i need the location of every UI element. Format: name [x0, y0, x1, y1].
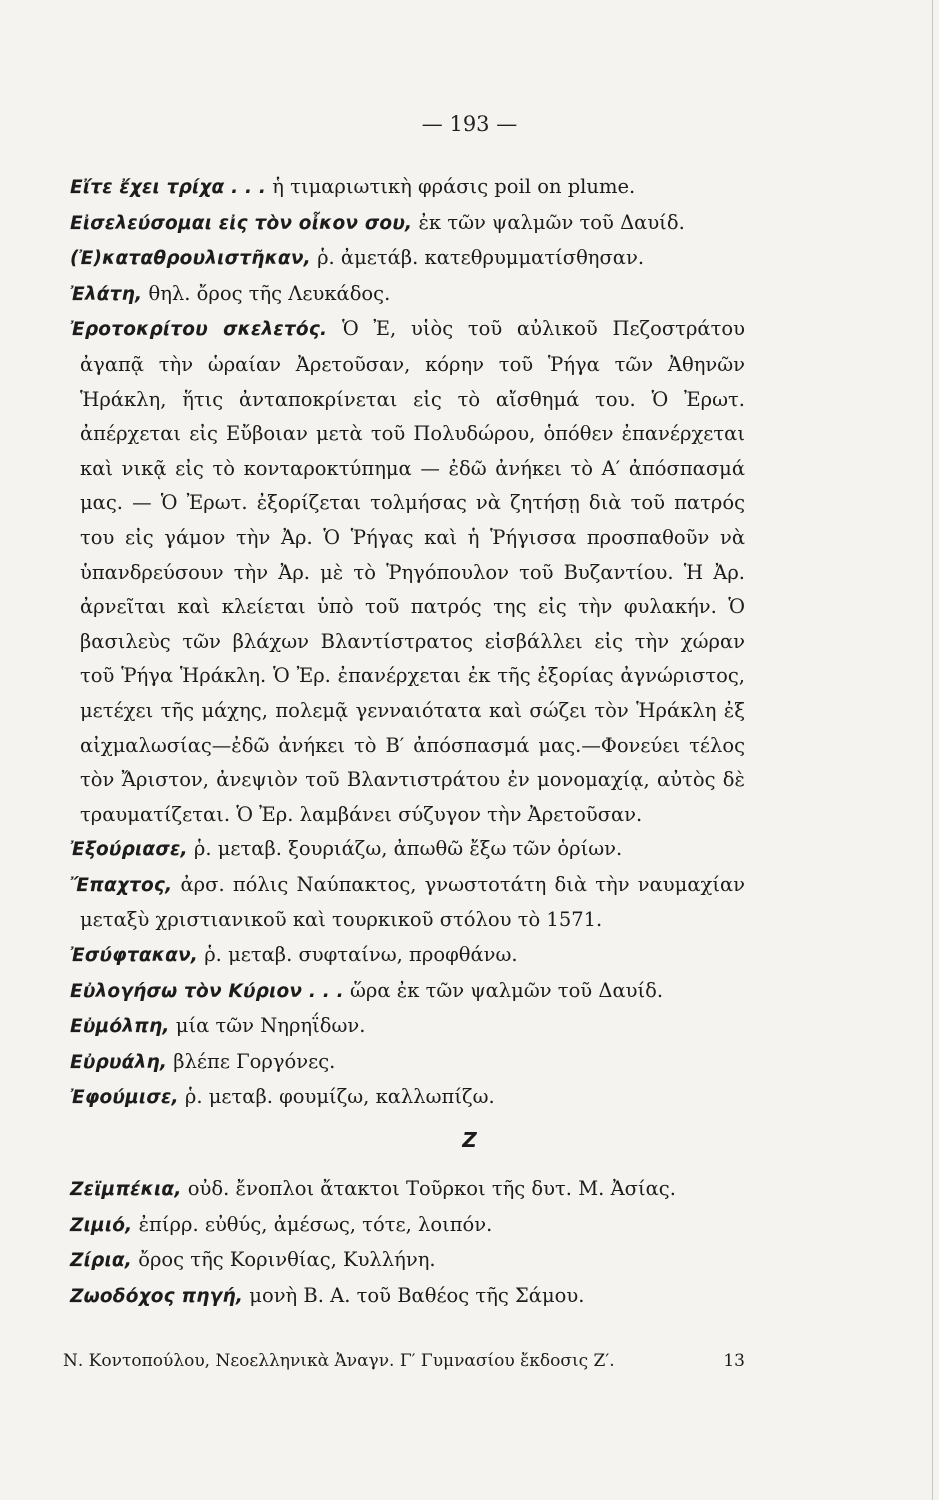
page-footer — [63, 1351, 745, 1371]
entry-text: ἐκ τῶν ψαλμῶν τοῦ Δαυίδ. — [412, 210, 685, 234]
entry-term: Ἔπαχτος, — [70, 874, 173, 896]
entry-text: ἀρσ. πόλις Ναύπακτος, γνωστοτάτη διὰ τὴν ναυμαχίαν μεταξὺ χριστιανικοῦ καὶ τουρκικοῦ στόλου τὸ 1571. — [80, 872, 745, 932]
signature-mark: 13 — [723, 1351, 745, 1371]
glossary-entry — [70, 1080, 745, 1116]
entry-term: Εὐλογήσω τὸν Κύριον . . . — [70, 980, 344, 1002]
entry-term: Εἰσελεύσομαι εἰς τὸν οἶκον σου, — [70, 212, 413, 234]
entry-text: θηλ. ὄρος τῆς Λευκάδος. — [142, 281, 391, 305]
entry-text: μονὴ Β. Α. τοῦ Βαθέος τῆς Σάμου. — [243, 1283, 585, 1307]
entry-text: Ὁ Ἐ, υἱὸς τοῦ αὐλικοῦ Πεζοστράτου ἀγαπᾷ τὴν ὡραίαν Ἀρετοῦσαν, κόρην τοῦ Ῥήγα τῶν Ἀθηνῶν Ἡράκλη, ἥτις ἀνταποκρίνεται εἰς τὸ αἴσθημά του. Ὁ Ἐρωτ. ἀπέρχεται εἰς Εὔβοιαν μετὰ τοῦ Πολυδώρου, ὁπόθεν ἐπανέρχεται καὶ νικᾷ εἰς τὸ κονταροκτύπημα — ἐδῶ ἀνήκει τὸ Α′ ἀπόσπασμά μας. — Ὁ Ἐρωτ. ἐξορίζεται τολμήσας νὰ ζητήσῃ διὰ τοῦ πατρός του εἰς γάμον τὴν Ἀρ. Ὁ Ῥήγας καὶ ἡ Ῥήγισσα προσπαθοῦν νὰ ὑπανδρεύσουν τὴν Ἀρ. μὲ τὸ Ῥηγόπουλον τοῦ Βυζαντίου. Ἡ Ἀρ. ἀρνεῖται καὶ κλείεται ὑπὸ τοῦ πατρός της εἰς τὴν φυλακήν. Ὁ βασιλεὺς τῶν βλάχων Βλαντίστρατος εἰσβάλλει εἰς τὴν χώραν τοῦ Ῥήγα Ἡράκλη. Ὁ Ἐρ. ἐπανέρχεται ἐκ τῆς ἐξορίας ἀγνώριστος, μετέχει τῆς μάχης, πολεμᾷ γενναιότατα καὶ σώζει τὸν Ἡράκλη ἐξ αἰχμαλωσίας—ἐδῶ ἀνήκει τὸ Β′ ἀπόσπασμά μας.—Φονεύει τέλος τὸν Ἄριστον, ἀνεψιὸν τοῦ Βλαντιστράτου ἐν μονομαχίᾳ, αὐτὸς δὲ τραυματίζεται. Ὁ Ἐρ. λαμβάνει σύζυγον τὴν Ἀρετοῦσαν. — [80, 317, 745, 826]
entry-text: μία τῶν Νηρηΐδων. — [169, 1014, 366, 1038]
entry-term: Ζίρια, — [70, 1250, 133, 1272]
glossary-entry — [70, 1172, 745, 1208]
entry-text: ῥ. μεταβ. φουμίζω, καλλωπίζω. — [178, 1085, 495, 1109]
entry-term: Ἐξούριασε, — [70, 839, 188, 861]
entry-text: οὐδ. ἔνοπλοι ἄτακτοι Τοῦρκοι τῆς δυτ. Μ. Ἀσίας. — [181, 1177, 676, 1200]
glossary-entries-z — [70, 1172, 745, 1314]
glossary-entry — [70, 974, 745, 1010]
entry-term: Εὐμόλπη, — [70, 1016, 170, 1038]
footer-citation: Ν. Κοντοπούλου, Νεοελληνικὰ Ἀναγν. Γ′ Γυμνασίου ἔκδοσις Ζ′. — [63, 1351, 615, 1371]
glossary-entry — [70, 938, 745, 974]
glossary-entry — [70, 206, 745, 242]
glossary-entry — [70, 241, 745, 277]
entry-text: ὥρα ἐκ τῶν ψαλμῶν τοῦ Δαυίδ. — [343, 978, 664, 1002]
entry-term: Ζεϊμπέκια, — [70, 1179, 182, 1200]
entry-text: ὄρος τῆς Κορινθίας, Κυλλήνη. — [132, 1248, 436, 1272]
entry-term: Ἐσύφτακαν, — [70, 945, 199, 967]
entry-text: ἡ τιμαριωτικὴ φράσις poil on plume. — [266, 175, 636, 198]
glossary-entry — [70, 170, 745, 206]
entry-term: Ζιμιό, — [70, 1214, 133, 1236]
glossary-entry — [70, 1045, 745, 1081]
entry-term: Ἐφούμισε, — [70, 1087, 179, 1109]
entry-term: Ἐλάτη, — [70, 283, 143, 305]
entry-term: Εἴτε ἔχει τρίχα . . . — [70, 177, 267, 198]
entry-term: (Ἐ)καταθρουλιστῆκαν, — [70, 248, 311, 270]
glossary-entry — [70, 1243, 745, 1279]
glossary-entry — [70, 868, 745, 938]
page-number: — 193 — — [421, 112, 518, 136]
glossary-entry — [70, 1208, 745, 1244]
section-heading: Z — [462, 1128, 477, 1152]
entry-text: βλέπε Γοργόνες. — [167, 1049, 336, 1073]
entry-text: ῥ. μεταβ. συφταίνω, προφθάνω. — [198, 943, 518, 967]
glossary-entry — [70, 1009, 745, 1045]
entry-text: ῥ. ἀμετάβ. κατεθρυμματίσθησαν. — [310, 246, 645, 270]
page-edge — [932, 0, 933, 1500]
glossary-entries — [70, 170, 745, 1116]
glossary-entry — [70, 312, 745, 832]
glossary-entry — [70, 277, 745, 313]
entry-term: Εὐρυάλη, — [70, 1051, 168, 1073]
entry-text: ῥ. μεταβ. ξουριάζω, ἀπωθῶ ἔξω τῶν ὁρίων. — [187, 837, 623, 861]
glossary-entry — [70, 832, 745, 868]
entry-text: ἐπίρρ. εὐθύς, ἀμέσως, τότε, λοιπόν. — [132, 1212, 493, 1236]
entry-term: Ζωοδόχος πηγή, — [70, 1285, 244, 1307]
entry-term: Ἐροτοκρίτου σκελετός. — [70, 319, 328, 341]
glossary-entry — [70, 1279, 745, 1315]
